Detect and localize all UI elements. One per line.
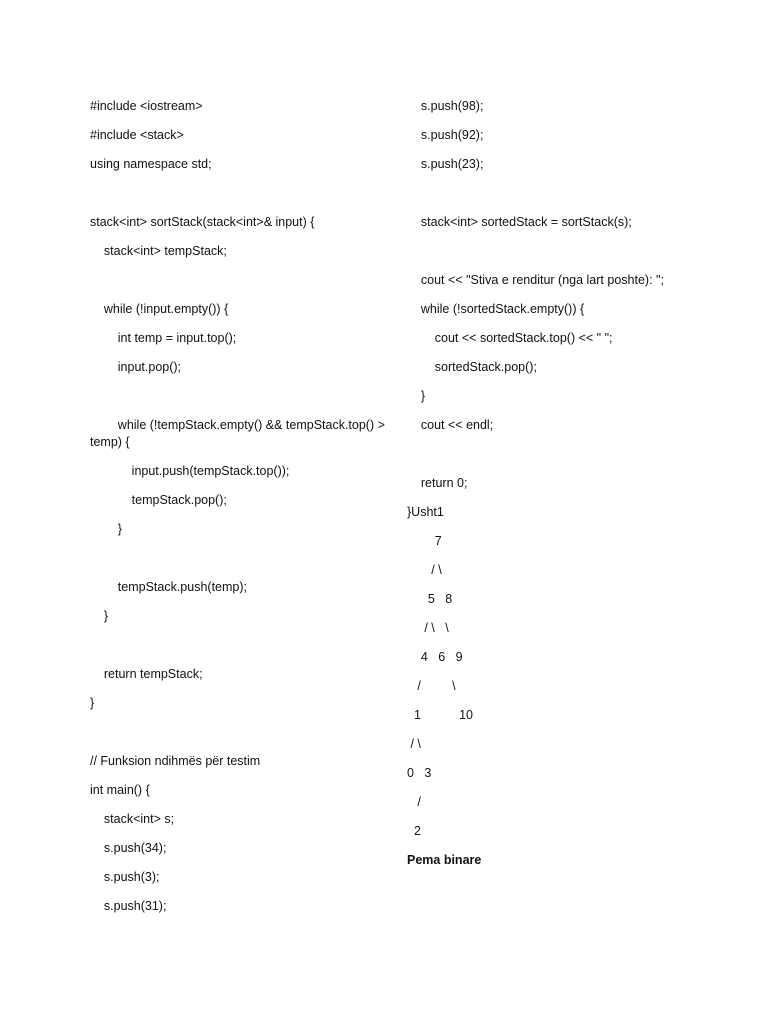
tree-line: 0 3 <box>407 766 432 780</box>
tree-line: 7 <box>407 534 442 548</box>
code-line: #include <stack> <box>90 128 184 142</box>
tree-line: 5 8 <box>407 592 453 606</box>
code-line: tempStack.push(temp); <box>90 580 248 594</box>
code-line: s.push(23); <box>407 157 484 171</box>
code-line: stack<int> sortedStack = sortStack(s); <box>407 215 632 229</box>
code-line: input.pop(); <box>90 360 182 374</box>
code-line: s.push(31); <box>90 899 167 913</box>
code-line: int main() { <box>90 783 150 797</box>
tree-line: 4 6 9 <box>407 650 463 664</box>
code-line: s.push(98); <box>407 99 484 113</box>
code-line: cout << "Stiva e renditur (nga lart poshte): "; <box>407 273 664 287</box>
blank-line <box>407 179 747 208</box>
code-line: input.push(tempStack.top()); <box>90 464 290 478</box>
code-line: s.push(3); <box>90 870 160 884</box>
code-line: s.push(92); <box>407 128 484 142</box>
tree-line: 1 10 <box>407 708 474 722</box>
code-line: tempStack.pop(); <box>90 493 227 507</box>
code-line: cout << endl; <box>407 418 494 432</box>
code-line: stack<int> s; <box>90 812 175 826</box>
code-line: while (!sortedStack.empty()) { <box>407 302 585 316</box>
tree-line: / <box>407 795 421 809</box>
blank-line <box>90 544 390 573</box>
code-line: sortedStack.pop(); <box>407 360 537 374</box>
code-line: } <box>407 389 426 403</box>
code-line: return tempStack; <box>90 667 203 681</box>
blank-line <box>90 382 390 411</box>
code-line: cout << sortedStack.top() << " "; <box>407 331 613 345</box>
code-line: stack<int> tempStack; <box>90 244 227 258</box>
code-line: #include <iostream> <box>90 99 203 113</box>
blank-line <box>90 718 390 747</box>
blank-line <box>407 440 747 469</box>
code-line: while (!tempStack.empty() && tempStack.top() > temp) { <box>90 418 389 449</box>
code-line: } <box>90 696 95 710</box>
code-line: } <box>90 609 109 623</box>
footer-label: Pema binare <box>407 853 482 867</box>
blank-line <box>90 266 390 295</box>
code-line: stack<int> sortStack(stack<int>& input) { <box>90 215 315 229</box>
blank-line <box>90 631 390 660</box>
right-code-column <box>407 92 747 875</box>
left-code-column <box>90 92 390 921</box>
code-line: int temp = input.top(); <box>90 331 237 345</box>
code-line: return 0; <box>407 476 468 490</box>
code-line: }Usht1 <box>407 505 444 519</box>
tree-line: / \ \ <box>407 621 449 635</box>
blank-line <box>407 237 747 266</box>
code-line: } <box>90 522 122 536</box>
tree-line: / \ <box>407 563 442 577</box>
blank-line <box>90 179 390 208</box>
tree-line: / \ <box>407 679 456 693</box>
tree-line: / \ <box>407 737 421 751</box>
code-line: while (!input.empty()) { <box>90 302 229 316</box>
code-comment: // Funksion ndihmës për testim <box>90 754 261 768</box>
code-line: s.push(34); <box>90 841 167 855</box>
tree-line: 2 <box>407 824 421 838</box>
code-line: using namespace std; <box>90 157 212 171</box>
